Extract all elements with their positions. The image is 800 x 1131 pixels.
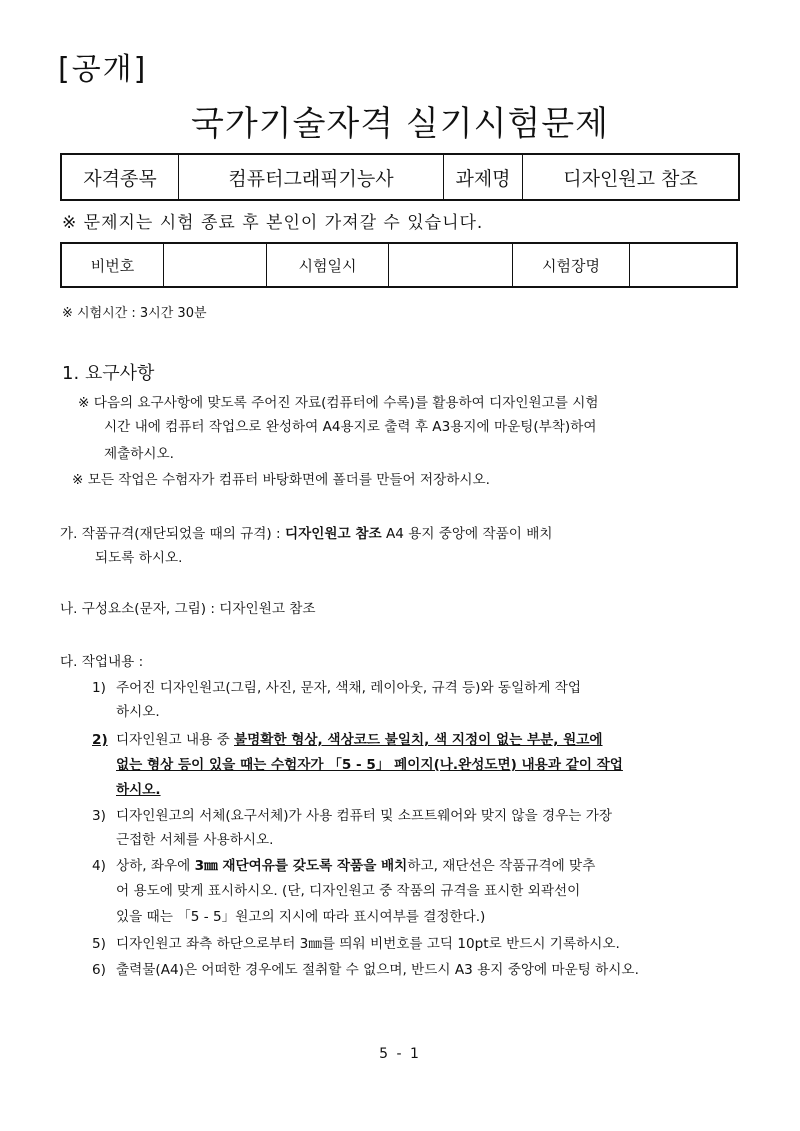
item-da-heading: 다. 작업내용 : (60, 654, 144, 670)
subitem-2-line: 하시오. (116, 782, 161, 798)
page-number: 5 - 1 (379, 1046, 421, 1062)
exam-place-value (630, 243, 738, 287)
subitem-4: 4) (92, 858, 106, 874)
qualification-label: 자격종목 (61, 154, 179, 200)
subitem-2-line: 없는 형상 등이 있을 때는 수험자가 「5 - 5」 페이지(나.완성도면) 내용과 같이 작업 (116, 757, 623, 773)
subitem-4-line: 어 용도에 맞게 표시하시오. (단, 디자인원고 중 작품의 규격을 표시한 외곽선이 (116, 883, 581, 899)
document-tag: [공개] (58, 52, 148, 87)
exam-duration: ※ 시험시간 : 3시간 30분 (62, 306, 207, 321)
subitem-4-line: 상하, 좌우에 3㎜ 재단여유를 갖도록 작품을 배치하고, 재단선은 작품규격에 맞추 (116, 858, 596, 874)
document-title: 국가기술자격 실기시험문제 (191, 104, 609, 144)
intro-paragraph-line: 제출하시오. (104, 446, 174, 462)
qualification-value: 컴퓨터그래픽기능사 (179, 154, 444, 200)
exam-date-value (389, 243, 513, 287)
subitem-1: 1) (92, 680, 106, 696)
subitem-3-line: 디자인원고의 서체(요구서체)가 사용 컴퓨터 및 소프트웨어와 맞지 않을 경우는 가장 (116, 808, 612, 824)
subitem-1-line: 하시오. (116, 704, 160, 720)
exam-date-label: 시험일시 (267, 243, 389, 287)
subitem-5: 5) (92, 936, 106, 952)
subitem-1-line: 주어진 디자인원고(그림, 사진, 문자, 색채, 레이아웃, 규격 등)와 동일하게 작업 (116, 680, 582, 696)
subitem-4-line: 있을 때는 「5 - 5」원고의 지시에 따라 표시여부를 결정한다.) (116, 909, 486, 925)
qualification-table (60, 153, 740, 201)
subitem-3: 3) (92, 808, 106, 824)
item-na: 나. 구성요소(문자, 그림) : 디자인원고 참조 (60, 601, 316, 617)
exam-info-table (60, 242, 738, 288)
subitem-6: 6) (92, 962, 106, 978)
subitem-5-line: 디자인원고 좌측 하단으로부터 3㎜를 띄워 비번호를 고딕 10pt로 반드시 기록하시오. (116, 936, 620, 952)
item-ga: 가. 작품규격(재단되었을 때의 규격) : 디자인원고 참조 A4 용지 중앙에 작품이 배치 (60, 526, 553, 542)
subitem-3-line: 근접한 서체를 사용하시오. (116, 832, 274, 848)
subitem-6-line: 출력물(A4)은 어떠한 경우에도 절취할 수 없으며, 반드시 A3 용지 중앙에 마운팅 하시오. (116, 962, 639, 978)
subitem-2: 2) (92, 732, 108, 748)
intro-paragraph-line: 시간 내에 컴퓨터 작업으로 완성하여 A4용지로 출력 후 A3용지에 마운팅(부착)하여 (104, 419, 597, 435)
notice-text: ※ 문제지는 시험 종료 후 본인이 가져갈 수 있습니다. (62, 213, 484, 233)
intro-note: ※ 모든 작업은 수험자가 컴퓨터 바탕화면에 폴더를 만들어 저장하시오. (72, 472, 490, 488)
task-label: 과제명 (444, 154, 523, 200)
secret-number-label: 비번호 (61, 243, 164, 287)
task-value: 디자인원고 참조 (523, 154, 740, 200)
intro-paragraph: ※ 다음의 요구사항에 맞도록 주어진 자료(컴퓨터에 수록)를 활용하여 디자인원고를 시험 (78, 395, 599, 411)
section-heading: 1. 요구사항 (62, 363, 155, 384)
secret-number-value (164, 243, 267, 287)
exam-place-label: 시험장명 (513, 243, 630, 287)
subitem-2-line: 디자인원고 내용 중 불명확한 형상, 색상코드 불일치, 색 지정이 없는 부분, 원고에 (116, 732, 603, 748)
item-ga-line: 되도록 하시오. (95, 550, 183, 566)
